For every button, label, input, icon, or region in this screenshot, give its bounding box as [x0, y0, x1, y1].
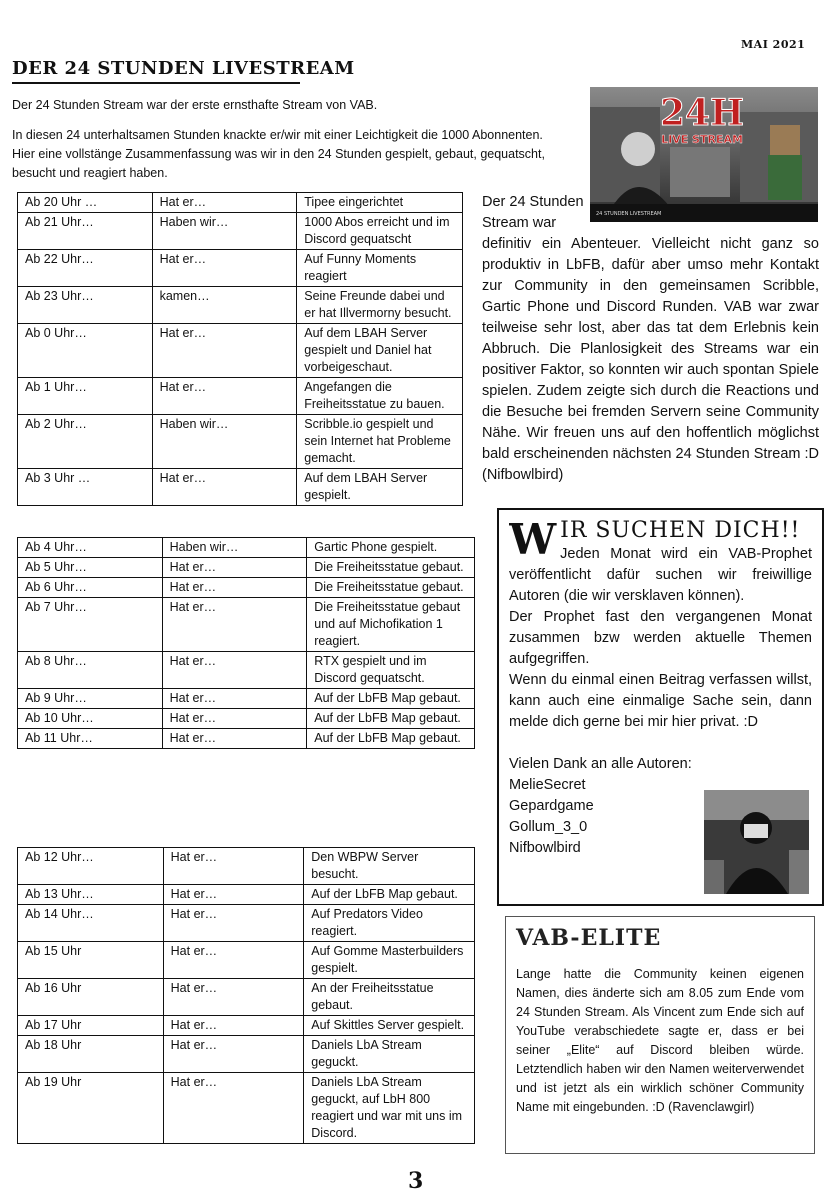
activity-cell: Auf der LbFB Map gebaut. — [304, 885, 475, 905]
intro-line: In diesen 24 unterhaltsamen Stunden knackte er/wir mit einer Leichtigkeit die 1000 Abonnenten. — [12, 128, 543, 142]
activity-cell: Auf Skittles Server gespielt. — [304, 1016, 475, 1036]
activity-cell: An der Freiheitsstatue gebaut. — [304, 979, 475, 1016]
time-cell: Ab 18 Uhr — [18, 1036, 164, 1073]
activity-cell: RTX gespielt und im Discord gequatscht. — [307, 652, 475, 689]
activity-cell: Den WBPW Server besucht. — [304, 848, 475, 885]
activity-cell: Seine Freunde dabei und er hat Illvermorny besucht. — [297, 287, 463, 324]
intro-paragraph-2 — [12, 126, 587, 183]
actor-cell: Haben wir… — [162, 538, 307, 558]
author-name: Gepardgame — [509, 798, 594, 814]
activity-cell: Auf dem LBAH Server gespielt und Daniel hat vorbeigeschaut. — [297, 324, 463, 378]
time-cell: Ab 6 Uhr… — [18, 578, 163, 598]
table-row — [18, 652, 475, 689]
intro-paragraph-1: Der 24 Stunden Stream war der erste ernsthafte Stream von VAB. — [12, 98, 378, 112]
actor-cell: Haben wir… — [152, 415, 297, 469]
table-row — [18, 324, 463, 378]
activity-cell: Auf der LbFB Map gebaut. — [307, 709, 475, 729]
actor-cell: Hat er… — [162, 558, 307, 578]
table-row — [18, 250, 463, 287]
time-cell: Ab 10 Uhr… — [18, 709, 163, 729]
time-cell: Ab 11 Uhr… — [18, 729, 163, 749]
schedule-table-2 — [17, 537, 475, 749]
time-cell: Ab 17 Uhr — [18, 1016, 164, 1036]
thumbnail-subtitle: LIVE STREAM — [661, 133, 743, 146]
table-row — [18, 415, 463, 469]
activity-cell: Die Freiheitsstatue gebaut und auf Michofikation 1 reagiert. — [307, 598, 475, 652]
actor-cell: Hat er… — [162, 709, 307, 729]
activity-cell: Scribble.io gespielt und sein Internet hat Probleme gemacht. — [297, 415, 463, 469]
activity-cell: Gartic Phone gespielt. — [307, 538, 475, 558]
authors-wanted-text: Der Prophet fast den vergangenen Monat zusammen bzw werden aktuelle Themen aufgegriffen. — [509, 609, 812, 667]
thumbnail-title: 24H — [659, 92, 745, 134]
review-intro-line: Der 24 Stunden — [482, 194, 584, 210]
review-intro — [482, 192, 586, 234]
activity-cell: Angefangen die Freiheitsstatue zu bauen. — [297, 378, 463, 415]
actor-cell: Hat er… — [162, 598, 307, 652]
actor-cell: Hat er… — [152, 469, 297, 506]
table-row — [18, 979, 475, 1016]
table-row — [18, 378, 463, 415]
activity-cell: Auf dem LBAH Server gespielt. — [297, 469, 463, 506]
time-cell: Ab 22 Uhr… — [18, 250, 153, 287]
authors-wanted-heading: IR SUCHEN DICH!! — [560, 520, 801, 543]
actor-cell: Hat er… — [163, 1073, 304, 1144]
author-name: Nifbowlbird — [509, 840, 581, 856]
time-cell: Ab 3 Uhr … — [18, 469, 153, 506]
activity-cell: Auf Funny Moments reagiert — [297, 250, 463, 287]
actor-cell: Hat er… — [162, 578, 307, 598]
page-number: 3 — [408, 1168, 424, 1194]
activity-cell: Tipee eingerichtet — [297, 193, 463, 213]
schedule-table-body — [18, 193, 463, 506]
actor-cell: Hat er… — [162, 652, 307, 689]
author-name: Gollum_3_0 — [509, 819, 588, 835]
actor-cell: Hat er… — [163, 848, 304, 885]
actor-cell: Hat er… — [152, 250, 297, 287]
drop-cap: W — [509, 520, 557, 564]
schedule-table-3 — [17, 847, 475, 1144]
time-cell: Ab 4 Uhr… — [18, 538, 163, 558]
table-row — [18, 287, 463, 324]
time-cell: Ab 8 Uhr… — [18, 652, 163, 689]
authors-wanted-box — [497, 508, 824, 906]
actor-cell: Hat er… — [163, 942, 304, 979]
table-row — [18, 885, 475, 905]
review-intro-line: Stream war — [482, 215, 557, 231]
schedule-table-1 — [17, 192, 463, 506]
time-cell: Ab 9 Uhr… — [18, 689, 163, 709]
schedule-table-body — [18, 848, 475, 1144]
actor-cell: kamen… — [152, 287, 297, 324]
issue-date: MAI 2021 — [741, 38, 806, 51]
time-cell: Ab 5 Uhr… — [18, 558, 163, 578]
table-row — [18, 1073, 475, 1144]
actor-cell: Hat er… — [163, 1016, 304, 1036]
table-row — [18, 709, 475, 729]
activity-cell: Die Freiheitsstatue gebaut. — [307, 558, 475, 578]
table-row — [18, 1016, 475, 1036]
authors-wanted-text: Wenn du einmal einen Beitrag verfassen willst, kann auch eine einmalige Sache sein, dann melde dich gerne bei mir hier privat. :D — [509, 672, 812, 730]
table-row — [18, 538, 475, 558]
thanks-line: Vielen Dank an alle Autoren: — [509, 756, 692, 772]
activity-cell: Die Freiheitsstatue gebaut. — [307, 578, 475, 598]
table-row — [18, 469, 463, 506]
actor-cell: Hat er… — [162, 729, 307, 749]
actor-cell: Hat er… — [162, 689, 307, 709]
table-row — [18, 598, 475, 652]
time-cell: Ab 15 Uhr — [18, 942, 164, 979]
actor-cell: Hat er… — [163, 979, 304, 1016]
time-cell: Ab 19 Uhr — [18, 1073, 164, 1144]
time-cell: Ab 23 Uhr… — [18, 287, 153, 324]
time-cell: Ab 16 Uhr — [18, 979, 164, 1016]
actor-cell: Hat er… — [152, 378, 297, 415]
article-title: DER 24 STUNDEN LIVESTREAM — [12, 58, 355, 79]
activity-cell: 1000 Abos erreicht und im Discord gequatscht — [297, 213, 463, 250]
activity-cell: Daniels LbA Stream geguckt. — [304, 1036, 475, 1073]
activity-cell: Auf der LbFB Map gebaut. — [307, 729, 475, 749]
time-cell: Ab 14 Uhr… — [18, 905, 164, 942]
table-row — [18, 193, 463, 213]
table-row — [18, 578, 475, 598]
time-cell: Ab 20 Uhr … — [18, 193, 153, 213]
time-cell: Ab 12 Uhr… — [18, 848, 164, 885]
schedule-table-body — [18, 538, 475, 749]
stream-thumbnail — [590, 87, 818, 222]
intro-line: besucht und reagiert haben. — [12, 166, 168, 180]
actor-cell: Hat er… — [152, 193, 297, 213]
author-name: MelieSecret — [509, 777, 586, 793]
authors-wanted-text: Jeden Monat wird ein VAB-Prophet veröffentlicht dafür suchen wir freiwillige Autoren (die wir versklaven können). — [509, 546, 812, 604]
thumbnail-art — [590, 87, 818, 222]
actor-cell: Hat er… — [163, 905, 304, 942]
actor-cell: Hat er… — [163, 885, 304, 905]
actor-cell: Hat er… — [152, 324, 297, 378]
title-underline — [12, 82, 300, 84]
table-row — [18, 942, 475, 979]
intro-line: Hier eine vollstänge Zusammenfassung was wir in den 24 Stunden gespielt, gebaut, gequatscht, — [12, 147, 545, 161]
actor-cell: Haben wir… — [152, 213, 297, 250]
actor-cell: Hat er… — [163, 1036, 304, 1073]
time-cell: Ab 0 Uhr… — [18, 324, 153, 378]
table-row — [18, 848, 475, 885]
activity-cell: Auf Gomme Masterbuilders gespielt. — [304, 942, 475, 979]
author-photo — [704, 790, 809, 894]
table-row — [18, 1036, 475, 1073]
table-row — [18, 905, 475, 942]
time-cell: Ab 13 Uhr… — [18, 885, 164, 905]
table-row — [18, 213, 463, 250]
table-row — [18, 689, 475, 709]
vab-elite-text: Lange hatte die Community keinen eigenen Namen, dies änderte sich am 8.05 zum Ende vom 24 Stunden Stream. Als Vincent zum Ende sich auf YouTube verabschiedete sagte er, dass er bei seiner „Elite“ auf Discord bleiben würde. Letztendlich haben wir den Namen weiterverwendet und ist jetzt als ein wirklich schöner Community Name mit eingebunden. :D (Ravenclawgirl) — [516, 967, 804, 1114]
time-cell: Ab 7 Uhr… — [18, 598, 163, 652]
activity-cell: Auf der LbFB Map gebaut. — [307, 689, 475, 709]
time-cell: Ab 2 Uhr… — [18, 415, 153, 469]
activity-cell: Daniels LbA Stream geguckt, auf LbH 800 reagiert und war mit uns im Discord. — [304, 1073, 475, 1144]
vab-elite-box — [505, 916, 815, 1154]
time-cell: Ab 1 Uhr… — [18, 378, 153, 415]
vab-elite-heading: VAB-ELITE — [516, 925, 662, 951]
review-body: definitiv ein Abenteuer. Vielleicht nicht ganz so produktiv in LbFB, dafür aber umso mehr Kontakt zur Community in den gemeinsamen Scribble, Gartic Phone und Discord Runden. VAB war zwar teilweise sehr lost, aber das tat dem Erlebnis kein Abbruch. Die Planlosigkeit des Streams war ein positiver Faktor, so konnten wir auch spontan Spiele spielen. Zudem zeigte sich durch die Reactions und die Besuche bei fremden Servern seine Community Nähe. Wir freuen uns auf den hoffentlich möglichst bald erscheinenden nächsten 24 Stunden Stream :D (Nifbowlbird) — [482, 236, 819, 483]
activity-cell: Auf Predators Video reagiert. — [304, 905, 475, 942]
table-row — [18, 558, 475, 578]
table-row — [18, 729, 475, 749]
time-cell: Ab 21 Uhr… — [18, 213, 153, 250]
thumbnail-caption: 24 STUNDEN LIVESTREAM — [596, 211, 662, 217]
